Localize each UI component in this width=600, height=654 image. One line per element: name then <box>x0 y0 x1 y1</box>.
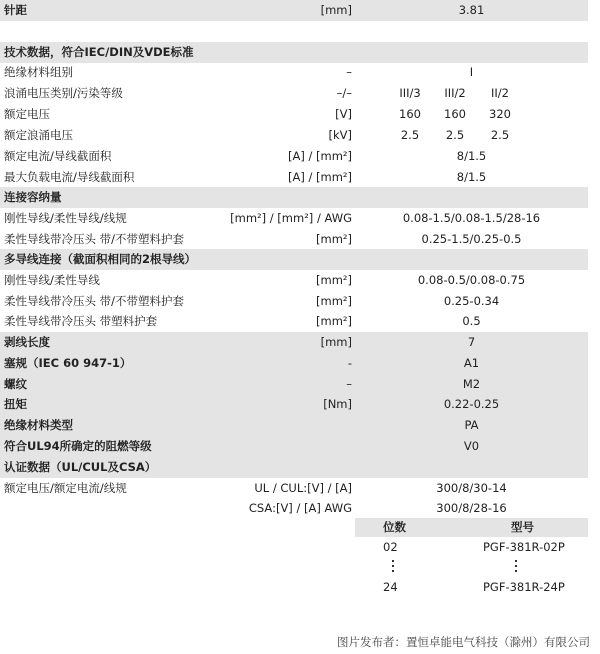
spec-label: 柔性导线带冷压头 带/不带塑料护套 <box>4 232 185 246</box>
spec-value: 0.25-1.5/0.25-0.5 <box>421 232 522 246</box>
spec-row <box>0 498 588 519</box>
spec-row <box>0 229 588 250</box>
spec-row <box>0 270 588 291</box>
spec-value: PA <box>464 418 479 432</box>
spec-label: 扭矩 <box>4 397 27 411</box>
spec-unit: [V] <box>335 107 352 121</box>
spec-subvalue: III/2 <box>444 86 466 100</box>
spec-row <box>0 374 588 395</box>
spec-subvalue: 160 <box>444 107 466 121</box>
spec-row <box>0 42 588 63</box>
spec-value: 8/1.5 <box>456 170 487 184</box>
spec-unit: [mm²] <box>316 273 352 287</box>
spec-value: 0.08-1.5/0.08-1.5/28-16 <box>402 211 541 225</box>
spec-unit: UL / CUL:[V] / [A] <box>254 481 352 495</box>
spec-value: 8/1.5 <box>456 149 487 163</box>
spec-row <box>0 187 588 208</box>
spec-subvalue: 160 <box>399 107 421 121</box>
spec-row <box>0 478 588 499</box>
spec-value: A1 <box>463 356 480 370</box>
spec-label: 符合UL94所确定的阻燃等级 <box>4 439 152 453</box>
spec-label: 刚性导线/柔性导线/线规 <box>4 211 127 225</box>
spec-unit: [mm] <box>320 3 352 17</box>
spec-value <box>355 187 588 208</box>
spec-label: 额定电压 <box>4 107 50 121</box>
spec-label: 认证数据（UL/CUL及CSA） <box>4 460 157 474</box>
spec-label: 浪涌电压类别/污染等级 <box>4 86 123 100</box>
spec-value: 0.5 <box>462 314 481 328</box>
spec-label: 剥线长度 <box>4 335 50 349</box>
spec-unit <box>200 436 352 457</box>
spec-label: 针距 <box>4 3 27 17</box>
spec-unit <box>200 457 352 478</box>
spec-unit <box>200 187 352 208</box>
spec-row <box>0 146 588 167</box>
spec-unit: [Nm] <box>323 397 352 411</box>
spec-label: 技术数据，符合IEC/DIN及VDE标准 <box>4 45 194 59</box>
spec-row <box>0 353 588 374</box>
spec-unit <box>200 415 352 436</box>
spec-subvalue: III/3 <box>399 86 421 100</box>
spec-unit: [mm²] <box>316 314 352 328</box>
positions-header <box>355 518 588 537</box>
positions-model: PGF-381R-24P <box>483 580 565 594</box>
spec-label: 连接容纳量 <box>4 190 62 204</box>
spec-label: 塞规（IEC 60 947-1） <box>4 356 132 370</box>
spec-value <box>355 457 588 478</box>
spec-row <box>0 104 588 125</box>
spec-value <box>355 42 588 63</box>
positions-row-last <box>355 578 588 597</box>
spec-row <box>0 332 588 353</box>
spec-row <box>0 125 588 146</box>
spec-row <box>0 457 588 478</box>
spec-unit: – <box>346 377 352 391</box>
spec-value: 0.25-0.34 <box>443 294 500 308</box>
spec-unit: CSA:[V] / [A] AWG <box>248 501 352 515</box>
positions-count-header: 位数 <box>383 520 406 534</box>
spec-label: 柔性导线带冷压头 带塑料护套 <box>4 314 158 328</box>
spec-label: 螺纹 <box>4 377 27 391</box>
spec-subvalue: II/2 <box>491 86 509 100</box>
spec-label: 额定电流/导线截面积 <box>4 149 112 163</box>
spec-unit: –/– <box>336 86 352 100</box>
spec-value: V0 <box>463 439 480 453</box>
spec-row <box>0 415 588 436</box>
spec-label: 绝缘材料类型 <box>4 418 73 432</box>
spec-row <box>0 208 588 229</box>
spec-subvalue: 320 <box>489 107 511 121</box>
spec-unit: [mm²] <box>316 232 352 246</box>
continuation-dots-icon <box>513 560 519 576</box>
spec-unit: [A] / [mm²] <box>287 170 352 184</box>
spec-row <box>0 62 588 83</box>
spec-value: 300/8/28-16 <box>436 501 507 515</box>
spec-unit: - <box>347 356 352 370</box>
spec-unit <box>200 249 352 270</box>
spec-unit: [mm²] / [mm²] / AWG <box>230 211 352 225</box>
spec-row <box>0 311 588 332</box>
spec-unit <box>200 42 352 63</box>
spec-row <box>0 291 588 312</box>
spec-unit: [mm] <box>320 335 352 349</box>
spec-row <box>0 167 588 188</box>
spec-label: 多导线连接（截面积相同的2根导线） <box>4 252 196 266</box>
spec-subvalue: 2.5 <box>445 128 465 142</box>
spec-row <box>0 0 588 21</box>
spec-label: 绝缘材料组别 <box>4 65 73 79</box>
positions-model-header: 型号 <box>511 520 534 534</box>
spec-label: 柔性导线带冷压头 带/不带塑料护套 <box>4 294 185 308</box>
spec-subvalue: 2.5 <box>490 128 510 142</box>
spec-row <box>0 83 588 104</box>
spec-value: 7 <box>467 335 476 349</box>
spec-value: 0.08-0.5/0.08-0.75 <box>417 273 526 287</box>
spec-value: 0.22-0.25 <box>443 397 500 411</box>
spec-unit: [mm²] <box>316 294 352 308</box>
spec-label: 额定电压/额定电流/线规 <box>4 481 127 495</box>
positions-model: PGF-381R-02P <box>483 540 565 554</box>
spec-value <box>355 249 588 270</box>
spec-value: M2 <box>462 377 481 391</box>
spec-unit: [kV] <box>328 128 352 142</box>
spec-row <box>0 436 588 457</box>
positions-count: 24 <box>383 580 398 594</box>
spec-unit: – <box>346 65 352 79</box>
spec-value: 3.81 <box>458 3 485 17</box>
spec-unit: [A] / [mm²] <box>287 149 352 163</box>
spec-label: 额定浪涌电压 <box>4 128 73 142</box>
spec-subvalue: 2.5 <box>400 128 420 142</box>
spec-value: I <box>469 65 474 79</box>
spec-label: 刚性导线/柔性导线 <box>4 273 100 287</box>
publisher-footer: 图片发布者：置恒卓能电气科技（滁州）有限公司 <box>337 635 590 649</box>
positions-count: 02 <box>383 540 398 554</box>
spec-label: 最大负载电流/导线截面积 <box>4 170 135 184</box>
spec-row <box>0 249 588 270</box>
spec-value: 300/8/30-14 <box>436 481 507 495</box>
spec-row <box>0 394 588 415</box>
continuation-dots-icon <box>390 560 396 576</box>
positions-row-first <box>355 538 588 557</box>
